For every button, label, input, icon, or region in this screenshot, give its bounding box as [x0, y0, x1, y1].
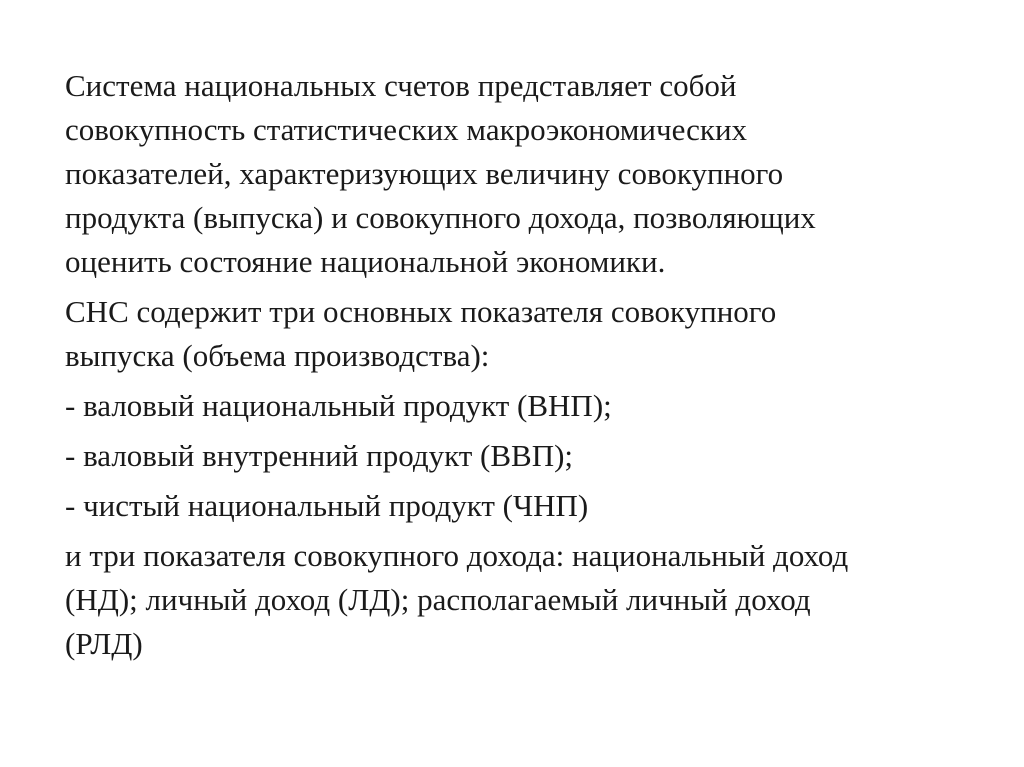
paragraph-income-indicators: [65, 534, 965, 666]
text-line: (НД); личный доход (ЛД); располагаемый личный доход: [65, 582, 811, 617]
text-line: и три показателя совокупного дохода: национальный доход: [65, 538, 849, 573]
text-line: - чистый национальный продукт (ЧНП): [65, 488, 589, 523]
text-line: совокупность статистических макроэкономических: [65, 112, 748, 147]
text-line: показателей, характеризующих величину совокупного: [65, 156, 784, 191]
text-line: выпуска (объема производства):: [65, 338, 490, 373]
slide-text-body: [65, 64, 965, 666]
text-line: - валовый национальный продукт (ВНП);: [65, 388, 612, 423]
text-line: продукта (выпуска) и совокупного дохода, позволяющих: [65, 200, 816, 235]
list-item-gnp: [65, 384, 965, 428]
text-line: Система национальных счетов представляет собой: [65, 68, 737, 103]
list-item-gdp: [65, 434, 965, 478]
text-line: СНС содержит три основных показателя совокупного: [65, 294, 777, 329]
text-line: оценить состояние национальной экономики.: [65, 244, 666, 279]
text-line: (РЛД): [65, 626, 143, 661]
paragraph-output-indicators: [65, 290, 965, 378]
list-item-nnp: [65, 484, 965, 528]
paragraph-sns-definition: [65, 64, 965, 284]
text-line: - валовый внутренний продукт (ВВП);: [65, 438, 574, 473]
